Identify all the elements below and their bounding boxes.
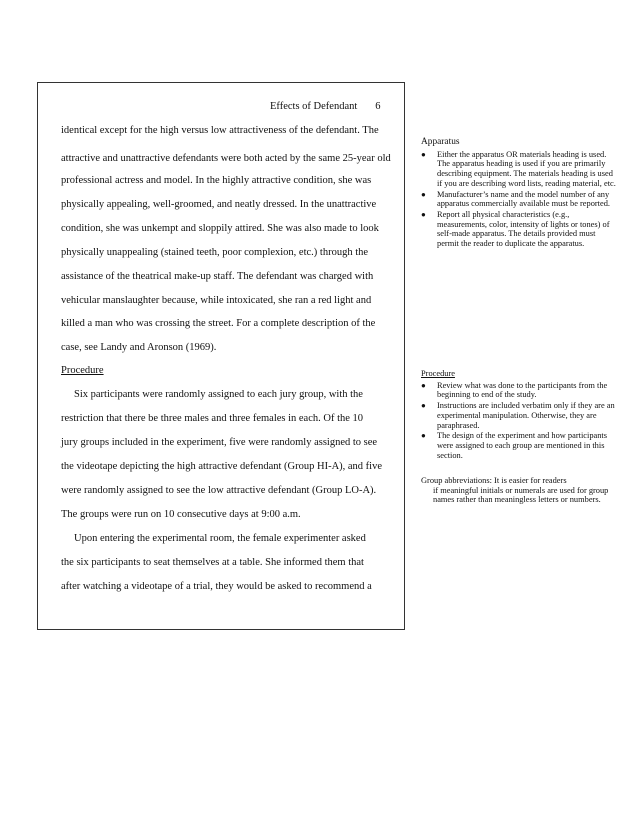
bullet-dot-icon: ●: [421, 209, 426, 219]
note-bullet-text: Review what was done to the participants from the beginning to end of the study.: [437, 380, 608, 400]
procedure-line: Six participants were randomly assigned to each jury group, with the: [74, 389, 363, 400]
body-line: killed a man who was crossing the street. For a complete description of the: [61, 318, 376, 329]
note-bullet-text: Report all physical characteristics (e.g., measurements, color, intensity of lights or tones) of self-made apparatus. The details provided must permit the reader to duplicate the apparatus.: [437, 209, 610, 249]
bullet-dot-icon: ●: [421, 189, 426, 199]
body-line: physically appealing, well-groomed, and neatly dressed. In the unattractive: [61, 199, 377, 210]
body-line: attractive and unattractive defendants were both acted by the same 25-year old: [61, 153, 391, 164]
note-bullet-text: Either the apparatus OR materials heading is used. The apparatus heading is used if you are primarily describing equipment. The materials heading is used if you are describing word lists, reading material, etc.: [437, 149, 616, 188]
note-bullet: [421, 190, 617, 209]
procedure-line: jury groups included in the experiment, five were randomly assigned to see: [61, 437, 378, 448]
note-bullet-text: Manufacturer’s name and the model number of any apparatus commercially available must be reported.: [437, 189, 611, 209]
note-bullet: [421, 150, 617, 189]
body-line: assistance of the theatrical make-up staff. The defendant was charged with: [61, 271, 374, 282]
note-bullet: [421, 210, 617, 249]
procedure-line: restriction that there be three males and three females in each. Of the 10: [61, 413, 364, 424]
page-number: 6: [375, 101, 381, 112]
procedure-line: the six participants to seat themselves at a table. She informed them that: [61, 557, 364, 568]
bullet-dot-icon: ●: [421, 431, 426, 441]
note-bullet-text: Instructions are included verbatim only if they are an experimental manipulation. Otherwise, they are paraphrased.: [437, 401, 615, 430]
apparatus-note-title: Apparatus: [421, 137, 460, 147]
abbreviation-note-text: if meaningful initials or numerals are used for group names rather than meaningless letters or numbers.: [433, 485, 609, 505]
procedure-heading: Procedure: [61, 365, 104, 376]
running-head: [270, 101, 381, 112]
note-bullet: [421, 431, 617, 460]
procedure-note: [421, 369, 617, 461]
body-line: case, see Landy and Aronson (1969).: [61, 342, 217, 353]
apparatus-note: [421, 138, 617, 250]
abbreviation-note: [421, 476, 621, 505]
procedure-line: were randomly assigned to see the low attractive defendant (Group LO-A).: [61, 485, 377, 496]
bullet-dot-icon: ●: [421, 149, 426, 159]
procedure-line: after watching a videotape of a trial, they would be asked to recommend a: [61, 581, 372, 592]
procedure-line: Upon entering the experimental room, the female experimenter asked: [74, 533, 366, 544]
procedure-note-title: Procedure: [421, 369, 455, 378]
running-head-title: Effects of Defendant: [270, 101, 358, 112]
note-bullet: [421, 401, 617, 430]
bullet-dot-icon: ●: [421, 380, 426, 390]
manuscript-page: [37, 82, 405, 630]
body-line: condition, she was unkempt and sloppily attired. She was also made to look: [61, 223, 379, 234]
body-line: physically unappealing (stained teeth, poor complexion, etc.) through the: [61, 247, 369, 258]
procedure-line: the videotape depicting the high attractive defendant (Group HI-A), and five: [61, 461, 383, 472]
bullet-dot-icon: ●: [421, 401, 426, 411]
procedure-line: The groups were run on 10 consecutive days at 9:00 a.m.: [61, 509, 301, 520]
body-line: vehicular manslaughter because, while intoxicated, she ran a red light and: [61, 295, 372, 306]
body-line: professional actress and model. In the highly attractive condition, she was: [61, 175, 372, 186]
abbreviation-note-lead: Group abbreviations: It is easier for readers: [421, 476, 567, 485]
note-bullet: [421, 381, 617, 400]
note-bullet-text: The design of the experiment and how participants were assigned to each group are mentioned in this section.: [437, 431, 608, 460]
body-line: identical except for the high versus low attractiveness of the defendant. The: [61, 125, 379, 136]
